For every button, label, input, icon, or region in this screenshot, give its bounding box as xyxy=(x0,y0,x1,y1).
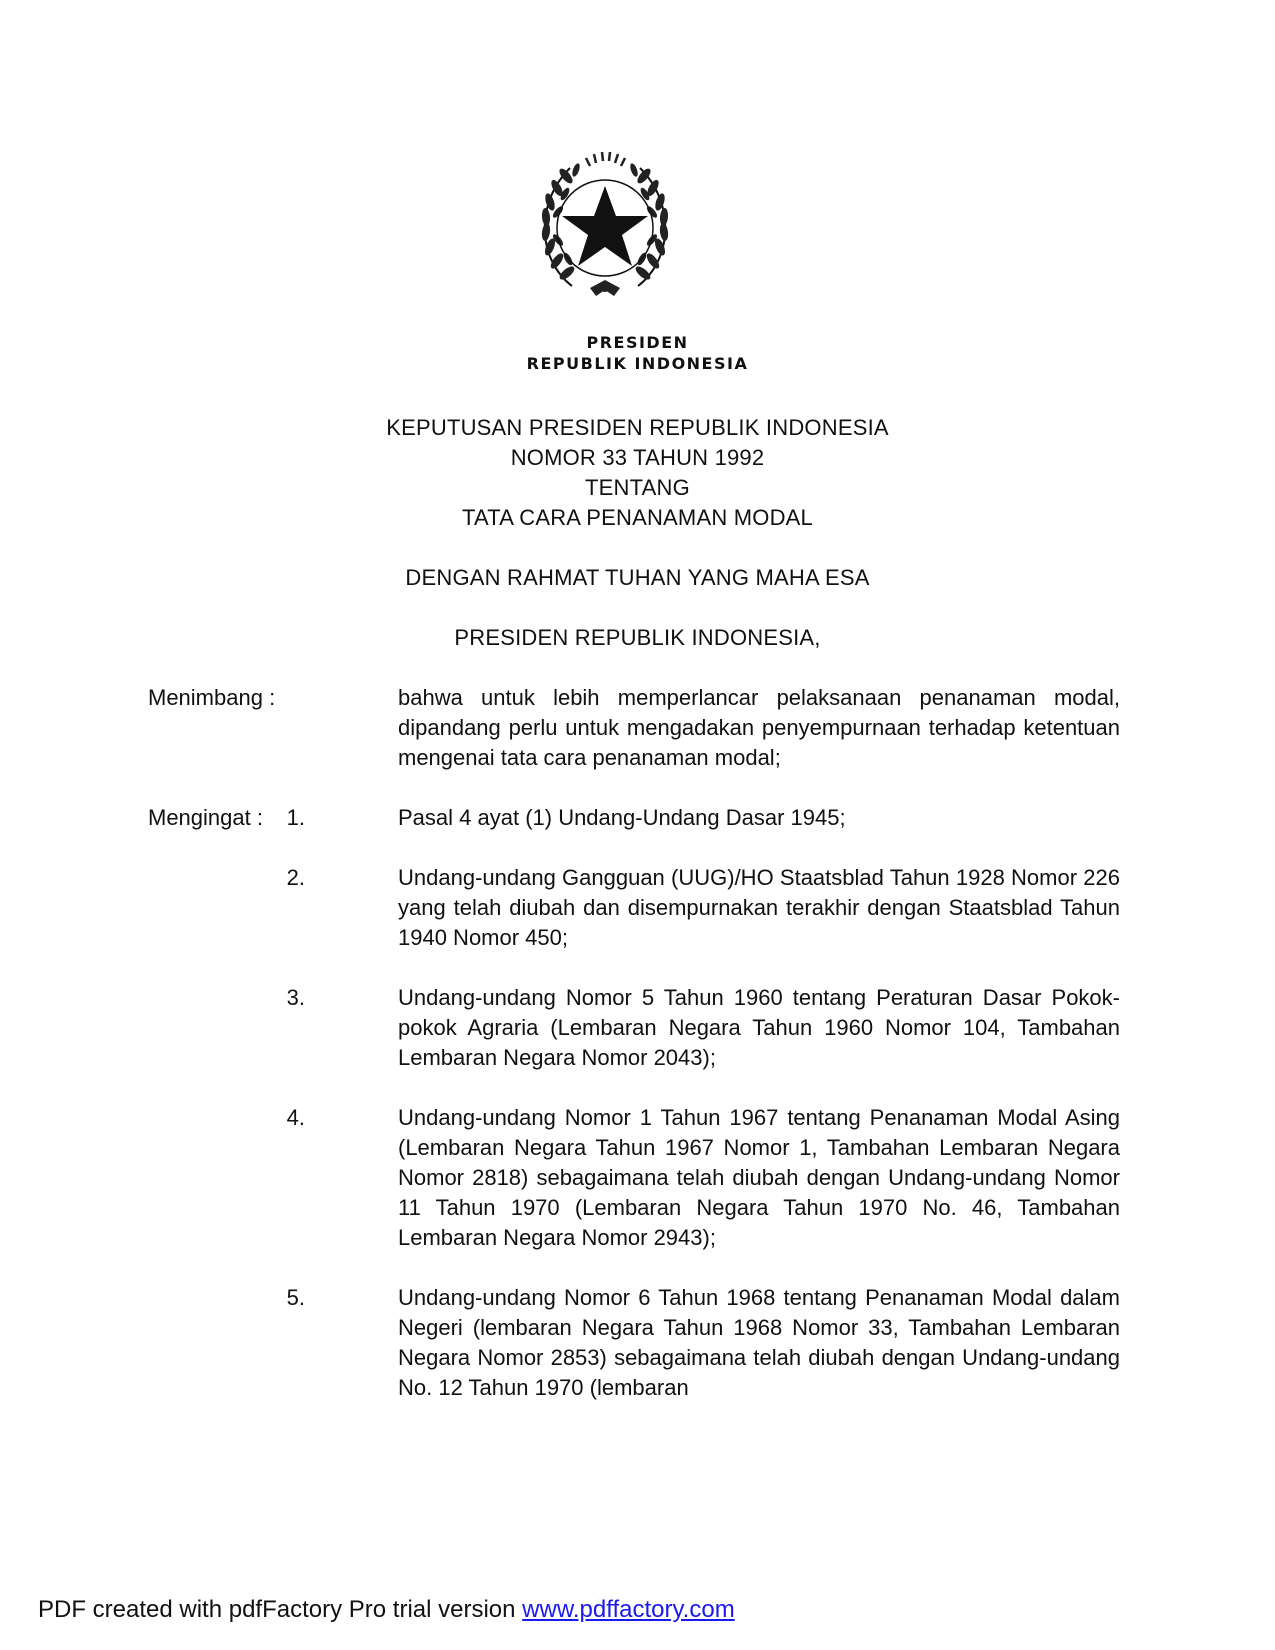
mengingat-item-text: Pasal 4 ayat (1) Undang-Undang Dasar 1945; xyxy=(398,805,846,830)
footer-text: PDF created with pdfFactory Pro trial version xyxy=(38,1596,523,1623)
title-line2: NOMOR 33 TAHUN 1992 xyxy=(510,445,765,470)
mengingat-item-text: Undang-undang Nomor 1 Tahun 1967 tentang Penanaman Modal Asing (Lembaran Negara Tahun 1967 Nomor 1, Tambahan Lembaran Negara Nomor 2818) sebagaimana telah diubah dengan Undang-undang Nomor 11 Tahun 1970 (Lembaran Negara Tahun 1970 No. 46, Tambahan Lembaran Negara Nomor 2943); xyxy=(398,1105,1120,1250)
pdffactory-link[interactable]: www.pdffactory.com xyxy=(522,1596,735,1623)
mengingat-item-num: 2. xyxy=(286,865,305,890)
mengingat-item-num: 3. xyxy=(286,985,305,1010)
invocation: DENGAN RAHMAT TUHAN YANG MAHA ESA xyxy=(405,565,870,590)
letterhead-line2: REPUBLIK INDONESIA xyxy=(526,354,749,373)
issuer: PRESIDEN REPUBLIK INDONESIA, xyxy=(454,625,821,650)
pdf-footer xyxy=(38,1595,735,1625)
garuda-star-wreath-emblem-icon xyxy=(530,148,680,308)
title-line3: TENTANG xyxy=(585,475,690,500)
mengingat-item-num: 5. xyxy=(286,1285,305,1310)
mengingat-item-text: Undang-undang Nomor 6 Tahun 1968 tentang Penanaman Modal dalam Negeri (lembaran Negara Tahun 1968 Nomor 33, Tambahan Lembaran Negara Nomor 2853) sebagaimana telah diubah dengan Undang-undang No. 12 Tahun 1970 (lembaran xyxy=(398,1285,1120,1400)
mengingat-item-text: Undang-undang Gangguan (UUG)/HO Staatsblad Tahun 1928 Nomor 226 yang telah diubah dan disempurnakan terakhir dengan Staatsblad Tahun 1940 Nomor 450; xyxy=(398,865,1120,950)
letterhead-line1: PRESIDEN xyxy=(586,333,689,352)
menimbang-label: Menimbang : xyxy=(148,685,276,710)
mengingat-item-num: 4. xyxy=(286,1105,305,1130)
title-line4: TATA CARA PENANAMAN MODAL xyxy=(462,505,813,530)
menimbang-text: bahwa untuk lebih memperlancar pelaksanaan penanaman modal, dipandang perlu untuk mengadakan penyempurnaan terhadap ketentuan mengenai tata cara penanaman modal; xyxy=(398,685,1120,770)
mengingat-item-num: 1. xyxy=(286,805,305,830)
title-line1: KEPUTUSAN PRESIDEN REPUBLIK INDONESIA xyxy=(386,415,889,440)
mengingat-label: Mengingat : xyxy=(148,805,263,830)
mengingat-item-text: Undang-undang Nomor 5 Tahun 1960 tentang Peraturan Dasar Pokok-pokok Agraria (Lembaran Negara Tahun 1960 Nomor 104, Tambahan Lembaran Negara Nomor 2043); xyxy=(398,985,1120,1070)
